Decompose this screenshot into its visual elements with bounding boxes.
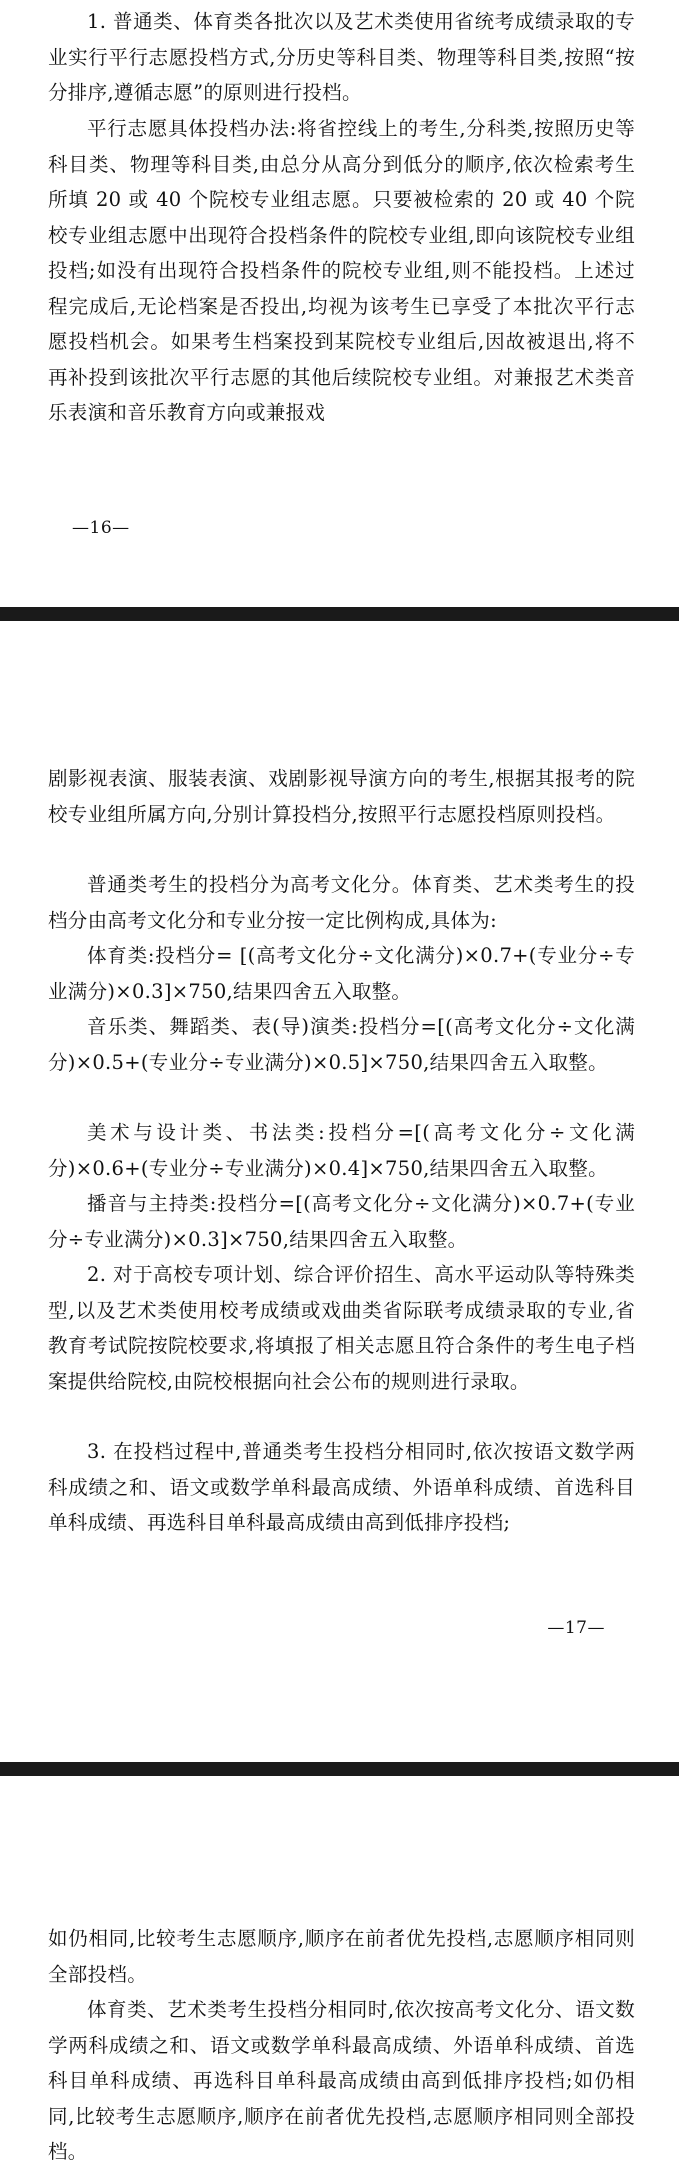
paragraph: 体育类、艺术类考生投档分相同时,依次按高考文化分、语文数学两科成绩之和、语文或数学单科最高成绩、外语单科成绩、首选科目单科成绩、再选科目单科最高成绩由高到低排序投档;如仍相同,比较考生志愿顺序,顺序在前者优先投档,志愿顺序相同则全部投档。: [48, 1998, 635, 2163]
page-divider: [0, 607, 679, 621]
paragraph: 平行志愿具体投档办法:将省控线上的考生,分科类,按照历史等科目类、物理等科目类,由总分从高分到低分的顺序,依次检索考生所填 20 或 40 个院校专业组志愿。只要被检索的 20 或 40 个院校专业组志愿中出现符合投档条件的院校专业组,即向该院校专业组投档;如没有出现符合投档条件的院校专业组,则不能投档。上述过程完成后,无论档案是否投出,均视为该考生已享受了本批次平行志愿投档机会。如果考生档案投到某院校专业组后,因故被退出,将不再补投到该批次平行志愿的其他后续院校专业组。对兼报艺术类音乐表演和音乐教育方向或兼报戏: [48, 117, 635, 424]
paragraph: 音乐类、舞蹈类、表(导)演类:投档分=[(高考文化分÷文化满分)×0.5+(专业分÷专业满分)×0.5]×750,结果四舍五入取整。: [48, 1015, 635, 1074]
paragraph: 剧影视表演、服装表演、戏剧影视导演方向的考生,根据其报考的院校专业组所属方向,分别计算投档分,按照平行志愿投档原则投档。: [48, 767, 635, 826]
page-divider: [0, 1762, 679, 1776]
paragraph: 2. 对于高校专项计划、综合评价招生、高水平运动队等特殊类型,以及艺术类使用校考成绩或戏曲类省际联考成绩录取的专业,省教育考试院按院校要求,将填报了相关志愿且符合条件的考生电子档案提供给院校,由院校根据向社会公布的规则进行录取。: [48, 1263, 635, 1393]
paragraph: 播音与主持类:投档分=[(高考文化分÷文化满分)×0.7+(专业分÷专业满分)×0.3]×750,结果四舍五入取整。: [48, 1192, 635, 1251]
document-page-16: [0, 0, 679, 607]
paragraph: 1. 普通类、体育类各批次以及艺术类使用省统考成绩录取的专业实行平行志愿投档方式,分历史等科目类、物理等科目类,按照“按分排序,遵循志愿”的原则进行投档。: [48, 10, 635, 104]
page-number: —17—: [547, 1618, 605, 1638]
paragraph: 如仍相同,比较考生志愿顺序,顺序在前者优先投档,志愿顺序相同则全部投档。: [48, 1927, 635, 1986]
document-page-17: [0, 621, 679, 1762]
paragraph: 体育类:投档分= [(高考文化分÷文化满分)×0.7+(专业分÷专业满分)×0.3]×750,结果四舍五入取整。: [48, 944, 635, 1003]
paragraph: 3. 在投档过程中,普通类考生投档分相同时,依次按语文数学两科成绩之和、语文或数学单科最高成绩、外语单科成绩、首选科目单科成绩、再选科目单科最高成绩由高到低排序投档;: [48, 1440, 635, 1534]
paragraph: 美术与设计类、书法类:投档分=[(高考文化分÷文化满分)×0.6+(专业分÷专业满分)×0.4]×750,结果四舍五入取整。: [48, 1121, 635, 1180]
page-number: —16—: [72, 518, 130, 538]
document-page-18: [0, 1776, 679, 2180]
paragraph: 普通类考生的投档分为高考文化分。体育类、艺术类考生的投档分由高考文化分和专业分按一定比例构成,具体为:: [48, 873, 635, 932]
